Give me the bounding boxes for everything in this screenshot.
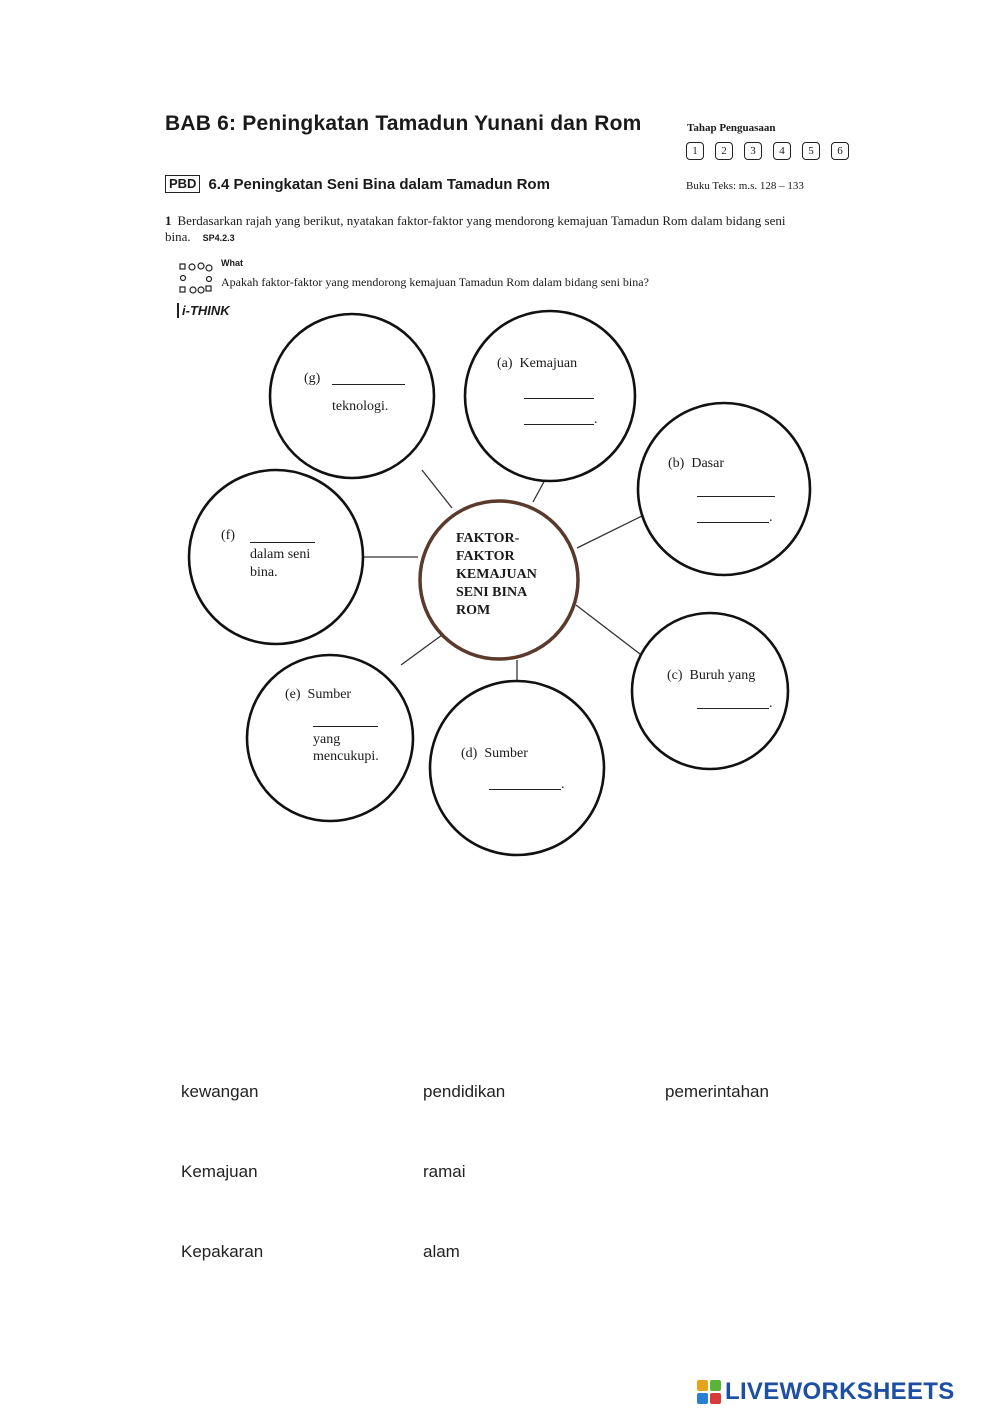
blank-a-1[interactable] xyxy=(524,386,594,399)
bubble-e-text-2: mencukupi. xyxy=(313,749,379,764)
connector-g xyxy=(422,470,452,508)
word-option[interactable]: Kepakaran xyxy=(181,1242,264,1261)
level-box-6[interactable]: 6 xyxy=(831,142,849,160)
level-box-1[interactable]: 1 xyxy=(686,142,704,160)
ithink-label: i-THINK xyxy=(177,303,230,318)
bubble-b-label: (b) Dasar xyxy=(668,456,724,471)
center-heading: FAKTOR- FAKTOR KEMAJUAN SENI BINA ROM xyxy=(456,531,537,618)
level-box-5[interactable]: 5 xyxy=(802,142,820,160)
blank-d[interactable] xyxy=(489,777,561,790)
connector-e xyxy=(401,635,442,665)
word-option[interactable]: Kemajuan xyxy=(181,1162,258,1181)
blank-b-1[interactable] xyxy=(697,484,775,497)
bubble-a-label: (a) Kemajuan xyxy=(497,356,578,371)
word-option[interactable]: pendidikan xyxy=(423,1082,506,1101)
textbook-reference: Buku Teks: m.s. 128 – 133 xyxy=(686,180,804,192)
bubble-d-label: (d) Sumber xyxy=(461,746,528,761)
bubble-e-text-1: yang xyxy=(313,732,341,747)
blank-f[interactable] xyxy=(250,530,315,543)
level-box-3[interactable]: 3 xyxy=(744,142,762,160)
brand-footer[interactable] xyxy=(697,1378,955,1406)
level-box-2[interactable]: 2 xyxy=(715,142,733,160)
bubble-f-label: (f) xyxy=(221,528,235,543)
brand-name: LIVEWORKSHEETS xyxy=(725,1378,955,1405)
mastery-level-label: Tahap Penguasaan xyxy=(687,122,776,134)
bubble-g-label: (g) xyxy=(304,371,321,386)
section-title: 6.4 Peningkatan Seni Bina dalam Tamadun Rom xyxy=(208,175,550,193)
liveworksheets-logo-icon xyxy=(697,1380,721,1404)
connector-c xyxy=(576,605,640,654)
blank-b-2[interactable] xyxy=(697,510,769,523)
question-body: Berdasarkan rajah yang berikut, nyatakan faktor-faktor yang mendorong kemajuan Tamadun Rom dalam bidang seni bina. xyxy=(165,213,786,244)
word-option[interactable]: alam xyxy=(423,1242,460,1261)
what-label: What xyxy=(221,258,243,268)
bubble-f-text-2: bina. xyxy=(250,565,278,580)
standard-code: SP4.2.3 xyxy=(202,233,235,243)
bubble-e-label: (e) Sumber xyxy=(285,687,352,702)
chapter-title: BAB 6: Peningkatan Tamadun Yunani dan Rom xyxy=(165,112,642,135)
word-option[interactable]: kewangan xyxy=(181,1082,259,1101)
bubble-g xyxy=(270,314,434,478)
level-box-4[interactable]: 4 xyxy=(773,142,791,160)
blank-c[interactable] xyxy=(697,696,769,709)
word-option[interactable]: ramai xyxy=(423,1162,466,1181)
word-option[interactable]: pemerintahan xyxy=(665,1082,769,1101)
bubble-d xyxy=(430,681,604,855)
bubble-c xyxy=(632,613,788,769)
blank-g[interactable] xyxy=(332,372,405,385)
what-question: Apakah faktor-faktor yang mendorong kemajuan Tamadun Rom dalam bidang seni bina? xyxy=(221,275,649,289)
blank-a-2[interactable] xyxy=(524,412,594,425)
bubble-f-text-1: dalam seni xyxy=(250,547,311,562)
bubble-c-label: (c) Buruh yang xyxy=(667,668,756,683)
question-number: 1 xyxy=(165,213,172,228)
pbd-tag: PBD xyxy=(165,175,200,193)
connector-b xyxy=(577,515,644,548)
blank-e[interactable] xyxy=(313,714,378,727)
bubble-g-text: teknologi. xyxy=(332,399,389,414)
